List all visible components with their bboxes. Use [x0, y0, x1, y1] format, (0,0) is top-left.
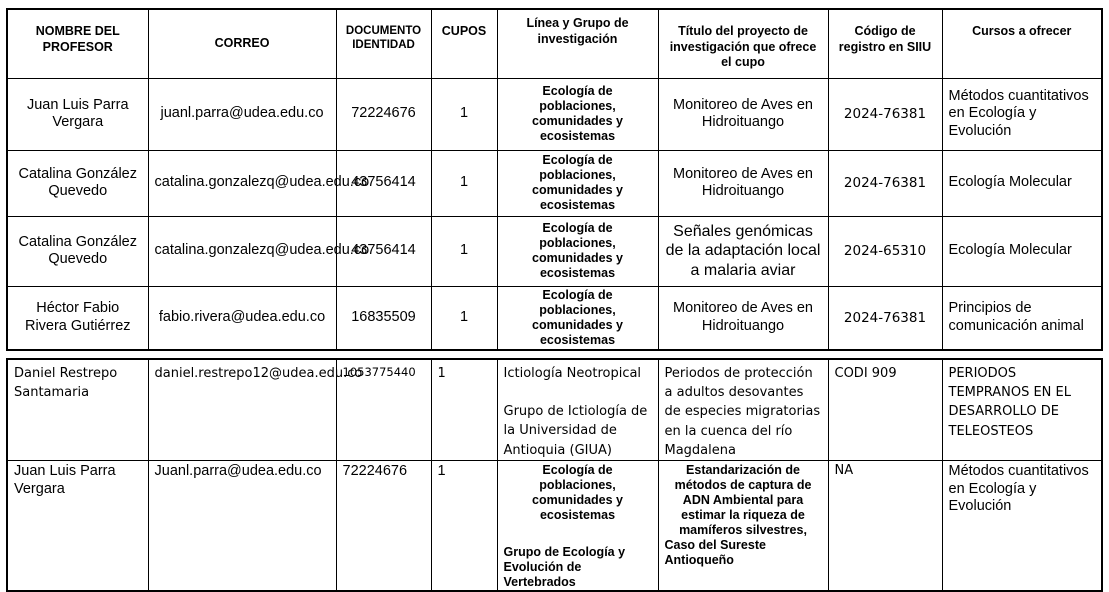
- cell-linea: Ecología de poblaciones, comunidades y ecosistemas: [497, 150, 658, 216]
- table-row: [7, 461, 1102, 592]
- cell-correo[interactable]: daniel.restrepo12@udea.edu.co: [148, 359, 336, 461]
- cell-profesor: Juan Luis Parra Vergara: [7, 461, 148, 592]
- cell-correo[interactable]: catalina.gonzalezq@udea.edu.co: [148, 216, 336, 286]
- cell-codigo: 2024-76381: [828, 286, 942, 350]
- header-linea: Línea y Grupo de investigación: [497, 9, 658, 78]
- header-documento: DOCUMENTO IDENTIDAD: [336, 9, 431, 78]
- cell-titulo: Monitoreo de Aves en Hidroituango: [658, 78, 828, 150]
- cell-documento: 72224676: [336, 78, 431, 150]
- cell-titulo: Monitoreo de Aves en Hidroituango: [658, 150, 828, 216]
- table-row: [7, 359, 1102, 461]
- cell-profesor: Héctor Fabio Rivera Gutiérrez: [7, 286, 148, 350]
- cell-documento: 16835509: [336, 286, 431, 350]
- cell-linea: Ecología de poblaciones, comunidades y ecosistemas: [497, 78, 658, 150]
- cell-correo[interactable]: catalina.gonzalezq@udea.edu.co: [148, 150, 336, 216]
- linea-label: Ecología de poblaciones, comunidades y ecosistemas: [532, 463, 623, 523]
- cell-titulo: Monitoreo de Aves en Hidroituango: [658, 286, 828, 350]
- cell-documento: 72224676: [336, 461, 431, 592]
- header-titulo: Título del proyecto de investigación que ofrece el cupo: [658, 9, 828, 78]
- cell-cursos: Ecología Molecular: [942, 150, 1102, 216]
- cell-profesor: Daniel Restrepo Santamaria: [7, 359, 148, 461]
- grupo-label: Grupo de Ictiología de la Universidad de Antioquia (GIUA): [503, 404, 648, 458]
- table-row: [7, 286, 1102, 350]
- cell-profesor: Juan Luis Parra Vergara: [7, 78, 148, 150]
- cell-linea: Ecología de poblaciones, comunidades y ecosistemas: [497, 286, 658, 350]
- titulo-main: Estandarización de métodos de captura de ADN Ambiental para estimar la riqueza de mamíferos silvestres,: [674, 463, 812, 538]
- cell-cupos: 1: [431, 359, 497, 461]
- cell-correo[interactable]: Juanl.parra@udea.edu.co: [148, 461, 336, 592]
- header-cupos: CUPOS: [431, 9, 497, 78]
- faculty-table-upper: [6, 8, 1103, 351]
- header-codigo: Código de registro en SIIU: [828, 9, 942, 78]
- cell-codigo: CODI 909: [828, 359, 942, 461]
- cell-documento: 43756414: [336, 150, 431, 216]
- cell-profesor: Catalina González Quevedo: [7, 150, 148, 216]
- cell-codigo: 2024-65310: [828, 216, 942, 286]
- table-row: [7, 216, 1102, 286]
- header-correo: CORREO: [148, 9, 336, 78]
- cell-codigo: 2024-76381: [828, 150, 942, 216]
- cell-titulo: [658, 461, 828, 592]
- cell-documento: 43756414: [336, 216, 431, 286]
- cell-cursos: Métodos cuantitativos en Ecología y Evolución: [942, 461, 1102, 592]
- cell-codigo: NA: [828, 461, 942, 592]
- cell-profesor: Catalina González Quevedo: [7, 216, 148, 286]
- cell-correo[interactable]: fabio.rivera@udea.edu.co: [148, 286, 336, 350]
- header-profesor: NOMBRE DEL PROFESOR: [7, 9, 148, 78]
- linea-label: Ictiología Neotropical: [503, 366, 642, 381]
- cell-correo[interactable]: juanl.parra@udea.edu.co: [148, 78, 336, 150]
- cell-codigo: 2024-76381: [828, 78, 942, 150]
- cell-cursos: Ecología Molecular: [942, 216, 1102, 286]
- cell-linea: [497, 359, 658, 461]
- header-row: [7, 9, 1102, 78]
- cell-cupos: 1: [431, 78, 497, 150]
- cell-linea: [497, 461, 658, 592]
- cell-documento: 1053775440: [336, 359, 431, 461]
- titulo-sub: Caso del Sureste Antioqueño: [664, 538, 766, 568]
- cell-cupos: 1: [431, 216, 497, 286]
- cell-cupos: 1: [431, 461, 497, 592]
- cell-cursos: Métodos cuantitativos en Ecología y Evolución: [942, 78, 1102, 150]
- cell-linea: Ecología de poblaciones, comunidades y ecosistemas: [497, 216, 658, 286]
- header-cursos: Cursos a ofrecer: [942, 9, 1102, 78]
- cell-cursos: Principios de comunicación animal: [942, 286, 1102, 350]
- grupo-label: Grupo de Ecología y Evolución de Vertebrados: [503, 545, 626, 590]
- cell-cupos: 1: [431, 150, 497, 216]
- table-row: [7, 150, 1102, 216]
- cell-titulo: Periodos de protección a adultos desovantes de especies migratorias en la cuenca del río Magdalena: [658, 359, 828, 461]
- cell-titulo: Señales genómicas de la adaptación local a malaria aviar: [658, 216, 828, 286]
- cell-cupos: 1: [431, 286, 497, 350]
- table-row: [7, 78, 1102, 150]
- cell-cursos: PERIODOS TEMPRANOS EN EL DESARROLLO DE TELEOSTEOS: [942, 359, 1102, 461]
- faculty-table-lower: [6, 358, 1103, 592]
